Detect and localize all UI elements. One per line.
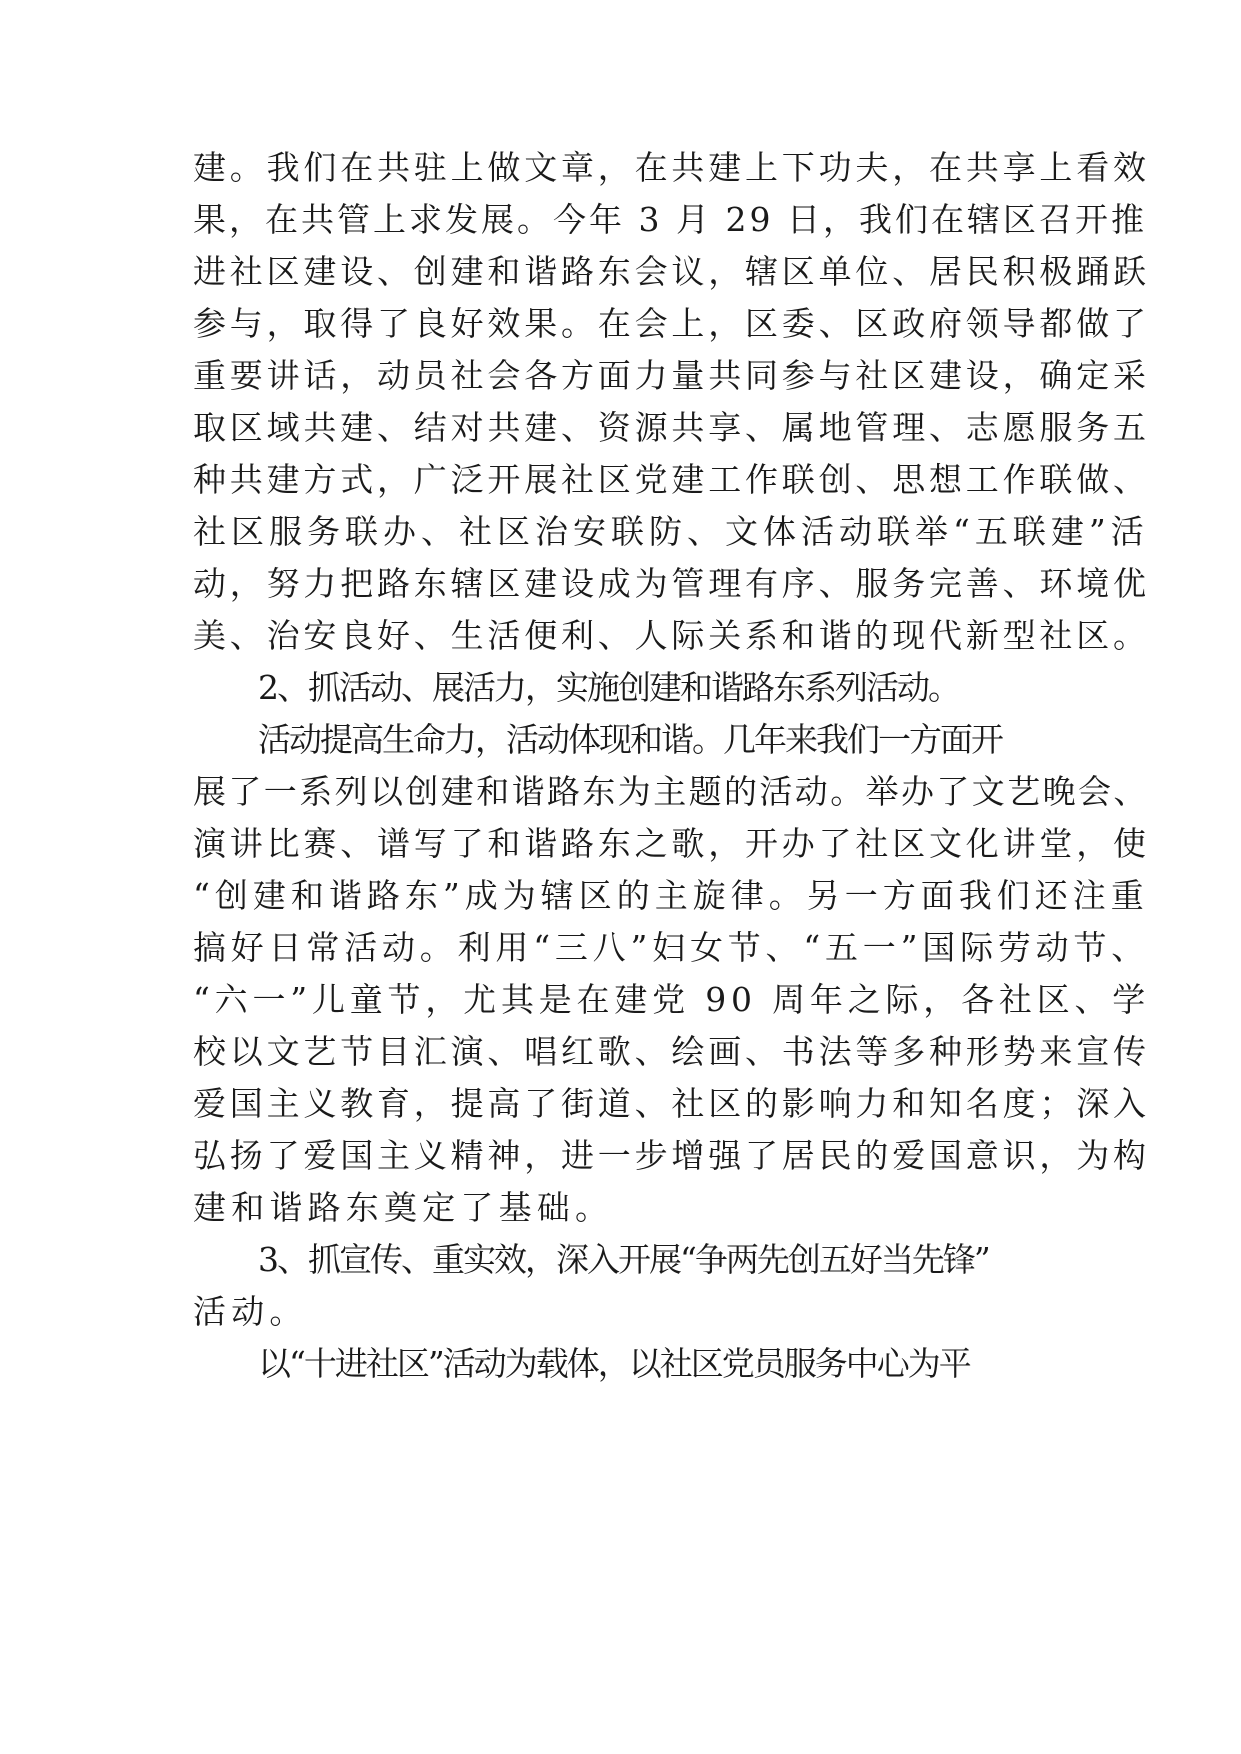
text-line: 建和谐路东奠定了基础。 [193, 1188, 614, 1227]
text-line: 演讲比赛、谱写了和谐路东之歌，开办了社区文化讲堂，使 [193, 824, 1150, 863]
text-line: 动，努力把路东辖区建设成为管理有序、服务完善、环境优 [193, 564, 1150, 603]
text-line: 弘扬了爱国主义精神，进一步增强了居民的爱国意识，为构 [193, 1136, 1150, 1175]
text-line: 果，在共管上求发展。今年 3 月 29 日，我们在辖区召开推 [193, 200, 1147, 239]
text-line: 以“十进社区”活动为载体，以社区党员服务中心为平 [258, 1344, 970, 1383]
section-heading-2: 2、抓活动、展活力，实施创建和谐路东系列活动。 [258, 668, 959, 707]
text-line: 美、治安良好、生活便利、人际关系和谐的现代新型社区。 [193, 616, 1150, 655]
text-line: 展了一系列以创建和谐路东为主题的活动。举办了文艺晚会、 [193, 772, 1149, 811]
text-line: 建。我们在共驻上做文章，在共建上下功夫，在共享上看效 [193, 148, 1150, 187]
text-line: 社区服务联办、社区治安联防、文体活动联举“五联建”活 [193, 512, 1149, 551]
text-line: 进社区建设、创建和谐路东会议，辖区单位、居民积极踊跃 [193, 252, 1150, 291]
text-line: 参与，取得了良好效果。在会上，区委、区政府领导都做了 [193, 304, 1150, 343]
text-line: 爱国主义教育，提高了街道、社区的影响力和知名度；深入 [193, 1084, 1150, 1123]
text-line: 活动提高生命力，活动体现和谐。几年来我们一方面开 [258, 720, 1002, 759]
section-heading-3: 3、抓宣传、重实效，深入开展“争两先创五好当先锋” [258, 1240, 989, 1279]
text-line: “创建和谐路东”成为辖区的主旋律。另一方面我们还注重 [193, 876, 1149, 915]
text-line: 重要讲话，动员社会各方面力量共同参与社区建设，确定采 [193, 356, 1150, 395]
text-line: “六一”儿童节，尤其是在建党 90 周年之际，各社区、学 [193, 980, 1151, 1019]
text-line: 搞好日常活动。利用“三八”妇女节、“五一”国际劳动节、 [193, 928, 1150, 967]
text-line: 种共建方式，广泛开展社区党建工作联创、思想工作联做、 [193, 460, 1150, 499]
text-line: 活动。 [193, 1292, 308, 1331]
text-line: 取区域共建、结对共建、资源共享、属地管理、志愿服务五 [193, 408, 1150, 447]
text-line: 校以文艺节目汇演、唱红歌、绘画、书法等多种形势来宣传 [193, 1032, 1150, 1071]
